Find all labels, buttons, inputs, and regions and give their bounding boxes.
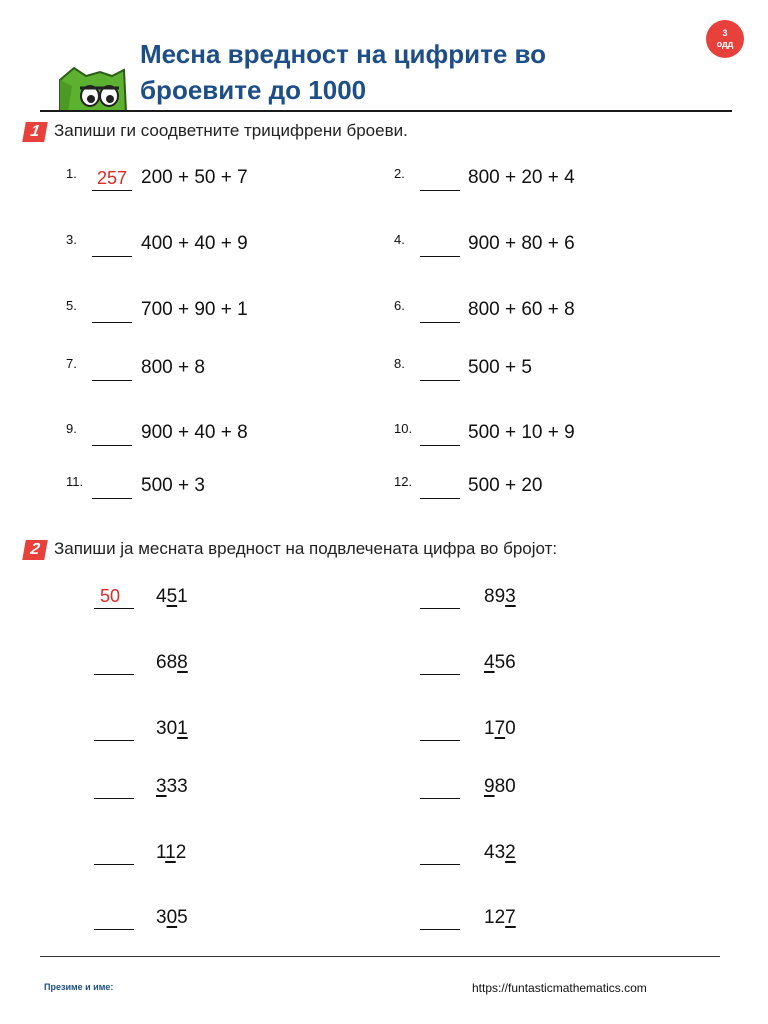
answer-blank[interactable]	[420, 427, 460, 446]
answer-text: 50	[99, 586, 121, 606]
underlined-digit: 7	[505, 907, 516, 928]
footer-divider	[40, 956, 720, 957]
number-with-underlined-digit	[484, 652, 516, 674]
number-with-underlined-digit	[484, 776, 516, 798]
exercise-number: 1.	[66, 166, 77, 181]
exercise-number: 6.	[394, 298, 405, 313]
underlined-digit: 2	[505, 842, 516, 863]
answer-blank[interactable]	[420, 590, 460, 609]
digits-after: 56	[494, 652, 516, 673]
header-divider	[40, 110, 732, 112]
digits-after: 0	[505, 718, 516, 739]
answer-blank[interactable]	[420, 846, 460, 865]
title-line-1: Месна вредност на цифрите во	[140, 39, 547, 69]
underlined-digit: 0	[166, 907, 178, 928]
answer-blank[interactable]	[420, 480, 460, 499]
answer-blank[interactable]	[420, 362, 460, 381]
digits-before: 30	[156, 718, 178, 739]
answer-blank[interactable]	[92, 427, 132, 446]
owl-mascot-icon	[56, 66, 130, 112]
underlined-digit: 3	[156, 776, 167, 797]
exercise-number: 2.	[394, 166, 405, 181]
digits-before: 1	[484, 718, 495, 739]
digits-after: 1	[177, 586, 188, 607]
digits-before: 3	[156, 907, 167, 928]
exercise-number: 3.	[66, 232, 77, 247]
underlined-digit: 4	[484, 652, 495, 673]
digits-before: 68	[156, 652, 178, 673]
section-1-badge: 1	[22, 122, 48, 142]
digits-before: 89	[484, 586, 506, 607]
answer-blank[interactable]	[94, 656, 134, 675]
answer-blank[interactable]	[92, 480, 132, 499]
underlined-digit: 3	[505, 586, 516, 607]
footer-url: https://funtasticmathematics.com	[472, 981, 647, 995]
underlined-digit: 7	[494, 718, 506, 739]
expanded-form: 800 + 8	[141, 357, 205, 378]
number-with-underlined-digit	[484, 907, 516, 929]
digits-before: 4	[156, 586, 167, 607]
number-with-underlined-digit	[156, 842, 186, 864]
expanded-form: 800 + 60 + 8	[468, 299, 575, 320]
answer-text: 257	[96, 168, 128, 188]
answer-blank[interactable]	[420, 656, 460, 675]
expanded-form: 900 + 80 + 6	[468, 233, 575, 254]
answer-blank[interactable]	[92, 304, 132, 323]
digits-before: 1	[156, 842, 166, 863]
expanded-form: 500 + 5	[468, 357, 532, 378]
answer-blank[interactable]	[420, 238, 460, 257]
underlined-digit: 1	[165, 842, 176, 863]
number-with-underlined-digit	[156, 907, 188, 929]
section-1-instruction: Запиши ги соодветните трицифрени броеви.	[54, 121, 408, 140]
answer-blank[interactable]	[420, 722, 460, 741]
number-with-underlined-digit	[484, 842, 516, 864]
section-2-badge: 2	[22, 540, 48, 560]
answer-blank[interactable]	[92, 238, 132, 257]
number-with-underlined-digit	[484, 718, 516, 740]
digits-before: 43	[484, 842, 506, 863]
answer-blank[interactable]	[94, 911, 134, 930]
digits-after: 5	[177, 907, 188, 928]
expanded-form: 500 + 3	[141, 475, 205, 496]
answer-blank[interactable]	[92, 362, 132, 381]
digits-after: 80	[494, 776, 516, 797]
answer-blank[interactable]	[420, 172, 460, 191]
exercise-number: 8.	[394, 356, 405, 371]
grade-label: одд	[716, 39, 734, 49]
expanded-form: 500 + 10 + 9	[468, 422, 575, 443]
section-2-instruction: Запиши ја месната вредност на подвлечената цифра во бројот:	[54, 539, 558, 558]
expanded-form: 400 + 40 + 9	[141, 233, 248, 254]
expanded-form: 800 + 20 + 4	[468, 167, 575, 188]
exercise-number: 5.	[66, 298, 77, 313]
exercise-number: 10.	[394, 421, 413, 436]
answer-blank[interactable]	[94, 780, 134, 799]
grade-number: 3	[722, 28, 728, 38]
answer-blank[interactable]	[420, 911, 460, 930]
digits-after: 2	[175, 842, 187, 863]
expanded-form: 200 + 50 + 7	[141, 167, 248, 188]
exercise-number: 4.	[394, 232, 405, 247]
answer-blank[interactable]	[420, 304, 460, 323]
exercise-number: 12.	[394, 474, 413, 489]
digits-before: 12	[484, 907, 506, 928]
page-title	[140, 36, 660, 108]
student-name-label: Презиме и име:	[44, 982, 114, 992]
exercise-number: 7.	[66, 356, 77, 371]
title-line-2: броевите до 1000	[140, 75, 367, 105]
answer-blank[interactable]	[94, 722, 134, 741]
answer-blank[interactable]	[94, 846, 134, 865]
exercise-number: 11.	[66, 474, 84, 489]
number-with-underlined-digit	[156, 586, 188, 608]
digits-after: 33	[166, 776, 188, 797]
expanded-form: 700 + 90 + 1	[141, 299, 248, 320]
grade-badge	[706, 20, 744, 58]
underlined-digit: 5	[166, 586, 178, 607]
answer-blank[interactable]	[420, 780, 460, 799]
underlined-digit: 1	[177, 718, 188, 739]
underlined-digit: 9	[484, 776, 495, 797]
underlined-digit: 8	[177, 652, 188, 673]
expanded-form: 500 + 20	[468, 475, 543, 496]
number-with-underlined-digit	[484, 586, 516, 608]
number-with-underlined-digit	[156, 652, 188, 674]
exercise-number: 9.	[66, 421, 77, 436]
number-with-underlined-digit	[156, 718, 188, 740]
expanded-form: 900 + 40 + 8	[141, 422, 248, 443]
number-with-underlined-digit	[156, 776, 188, 798]
